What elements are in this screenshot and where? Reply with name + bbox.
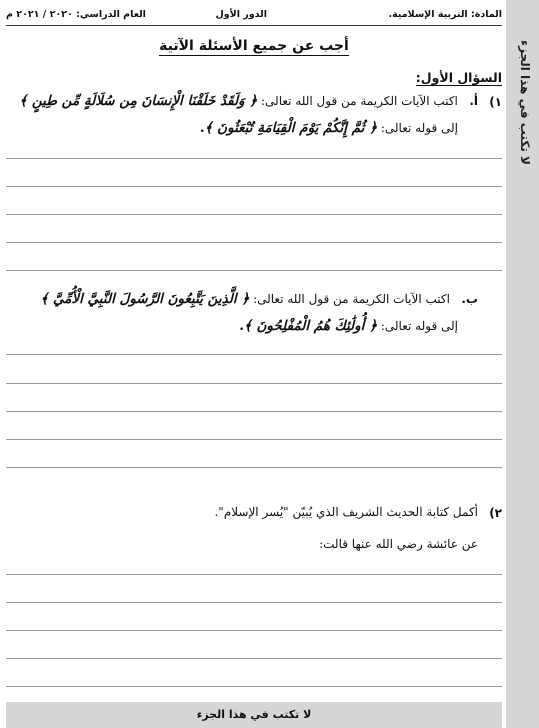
answer-line[interactable] <box>6 158 502 159</box>
question-2-text: أكمل كتابة الحديث الشريف الذي يُبيّن "يُسر الإسلام". <box>214 505 478 519</box>
header-divider <box>6 25 502 26</box>
answer-line[interactable] <box>6 467 502 468</box>
answer-line[interactable] <box>6 439 502 440</box>
q1b-line-1 <box>40 291 478 307</box>
q1b-verse-start: ﴿ الَّذِينَ يَتَّبِعُونَ الرَّسُولَ النَّبِيَّ الْأُمِّيَّ ﴾ <box>40 291 250 307</box>
answer-line[interactable] <box>6 602 502 603</box>
subject-label: المادة: التربية الإسلامية. <box>388 9 502 20</box>
answer-line[interactable] <box>6 383 502 384</box>
q1a-verse-end: ﴿ ثُمَّ إِنَّكُمْ يَوْمَ الْقِيَامَةِ تُبْعَثُونَ ﴾. <box>199 120 378 136</box>
q1b-until: إلى قوله تعالى: <box>380 319 458 333</box>
q1b-line-2 <box>239 318 458 334</box>
page-title: أجب عن جميع الأسئلة الآتية <box>159 38 349 54</box>
q1a-until: إلى قوله تعالى: <box>380 121 458 135</box>
q1b-letter: ب. <box>461 292 478 306</box>
question-2-subtext: عن عائشة رضي الله عنها قالت: <box>319 537 478 551</box>
answer-line[interactable] <box>6 574 502 575</box>
answer-line[interactable] <box>6 242 502 243</box>
question-2-number: ٢) <box>489 506 502 520</box>
no-write-footer: لا تكتب في هذا الجزء <box>6 702 502 728</box>
answer-line[interactable] <box>6 686 502 687</box>
q1a-prompt: اكتب الآيات الكريمة من قول الله تعالى: <box>261 94 458 108</box>
q1a-letter: أ. <box>469 94 478 108</box>
no-write-sidebar <box>506 0 539 728</box>
exam-header <box>6 9 502 25</box>
question-1-number: ١) <box>489 95 502 109</box>
answer-line[interactable] <box>6 658 502 659</box>
answer-line[interactable] <box>6 630 502 631</box>
round-label: الدور الأول <box>215 9 267 20</box>
exam-paper <box>6 0 502 728</box>
q1b-verse-end: ﴿ أُولَٰئِكَ هُمُ الْمُفْلِحُونَ ﴾. <box>239 318 378 334</box>
year-label: العام الدراسي: ٢٠٢٠ / ٢٠٢١ م <box>6 9 146 20</box>
answer-line[interactable] <box>6 354 502 355</box>
q1a-line-1 <box>19 93 478 109</box>
answer-line[interactable] <box>6 214 502 215</box>
answer-line[interactable] <box>6 411 502 412</box>
q1b-prompt: اكتب الآيات الكريمة من قول الله تعالى: <box>253 292 450 306</box>
sidebar-note: لا تكتب في هذا الجزء <box>518 40 532 165</box>
answer-line[interactable] <box>6 270 502 271</box>
q1a-line-2 <box>200 120 458 136</box>
question-1-heading: السؤال الأول: <box>415 70 502 85</box>
q1a-verse-start: ﴿ وَلَقَدْ خَلَقْنَا الْإِنسَانَ مِن سُلَالَةٍ مِّن طِينٍ ﴾ <box>19 93 258 109</box>
answer-line[interactable] <box>6 186 502 187</box>
